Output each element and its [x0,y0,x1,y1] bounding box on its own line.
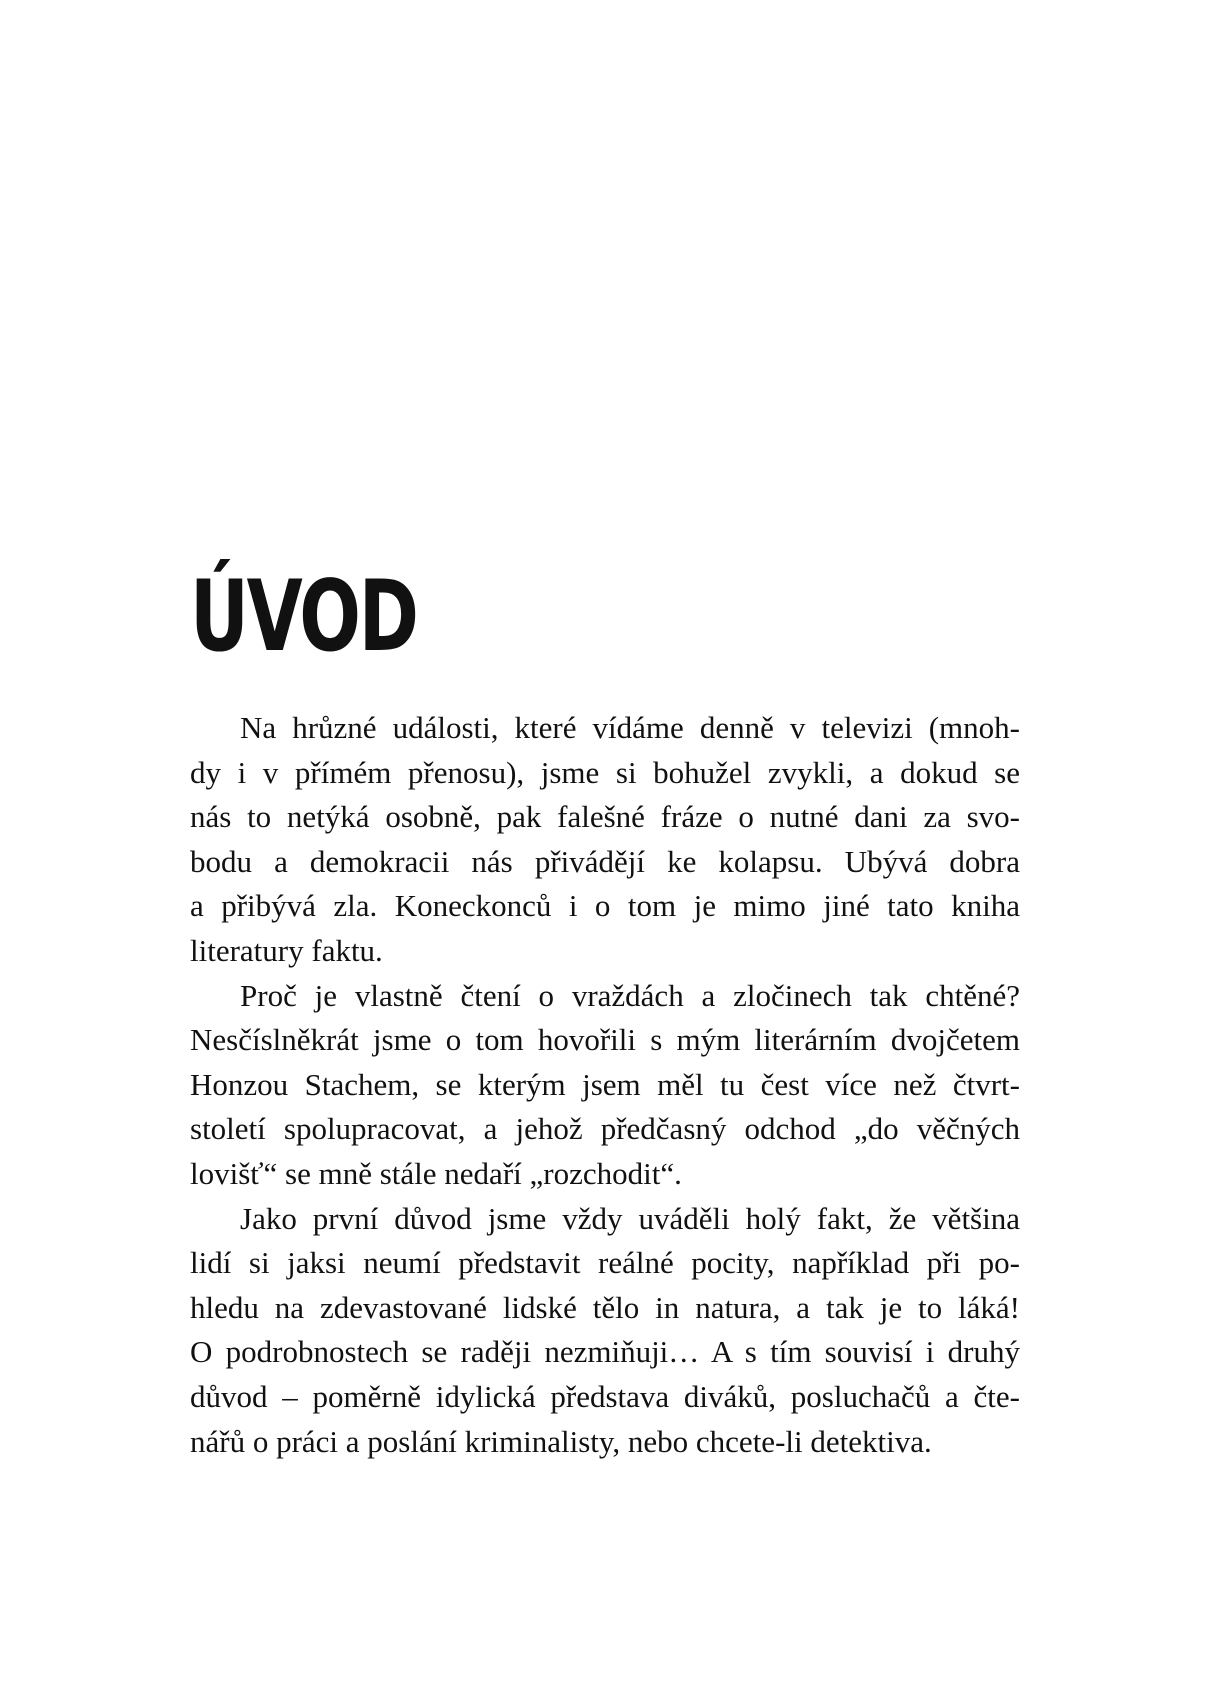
paragraph-2-line-1: Proč je vlastně čtení o vraždách a zločinech tak chtěné? [240,977,1020,1013]
paragraph-1-line-1: Na hrůzné události, které vídáme denně v televizi (mnoh- [240,710,1020,745]
paragraph-3-line-5: důvod – poměrně idylická představa diváků, posluchačů a čte- [190,1378,1020,1414]
paragraph-1-line-6: literatury faktu. [190,932,383,968]
chapter-title: ÚVOD [190,560,417,674]
paragraph-3-line-2: lidí si jaksi neumí představit reálné pocity, například při po- [190,1245,1020,1281]
paragraph-3-line-3: hledu na zdevastované lidské tělo in natura, a tak je to láká! [190,1289,1020,1325]
body-text [190,706,1020,1464]
paragraph-3-line-6: nářů o práci a poslání kriminalisty, nebo chcete-li detektiva. [190,1423,932,1459]
paragraph-1-line-2: dy i v přímém přenosu), jsme si bohužel zvykli, a dokud se [190,754,1020,790]
paragraph-2-line-2: Nesčíslněkrát jsme o tom hovořili s mým literárním dvojčetem [190,1022,1020,1058]
paragraph-2-line-3: Honzou Stachem, se kterým jsem měl tu čest více než čtvrt- [190,1066,1020,1102]
paragraph-3-line-4: O podrobnostech se raději nezmiňuji… A s tím souvisí i druhý [190,1334,1020,1370]
paragraph-1-line-3: nás to netýká osobně, pak falešné fráze o nutné dani za svo- [190,799,1020,835]
paragraph-1-line-5: a přibývá zla. Koneckonců i o tom je mimo jiné tato kniha [190,888,1020,924]
paragraph-1-line-4: bodu a demokracii nás přivádějí ke kolapsu. Ubývá dobra [190,843,1020,879]
paragraph-3-line-1: Jako první důvod jsme vždy uváděli holý fakt, že většina [240,1200,1020,1236]
paragraph-2-line-4: století spolupracovat, a jehož předčasný odchod „do věčných [190,1111,1020,1147]
paragraph-2-line-5: lovišť“ se mně stále nedaří „rozchodit“. [190,1155,682,1191]
